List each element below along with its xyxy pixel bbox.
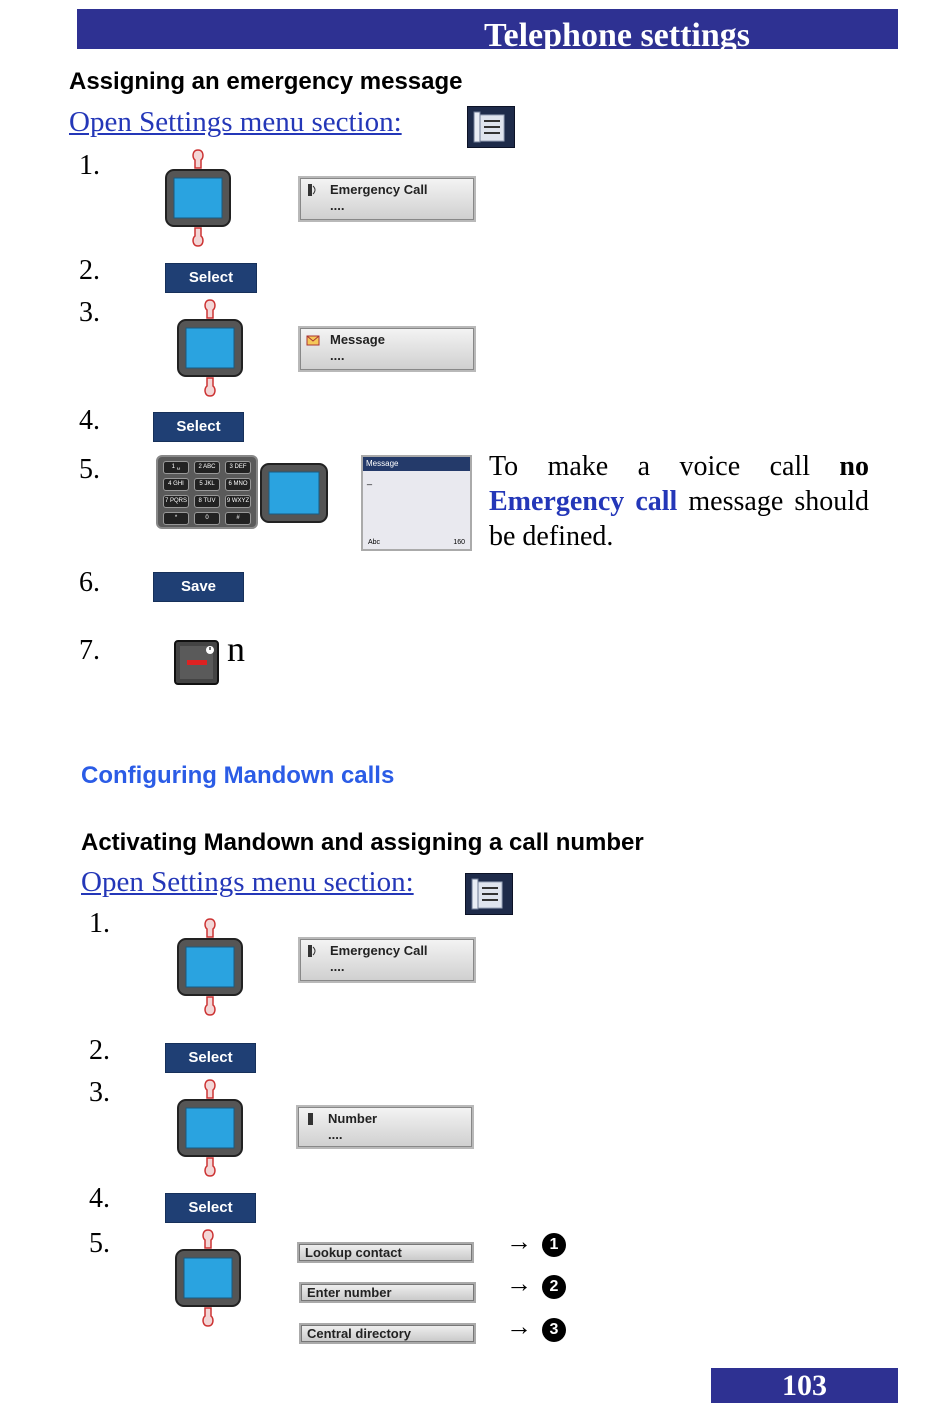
keypad-key[interactable]: 4 GHI <box>163 478 189 491</box>
select-button[interactable]: Select <box>165 1193 256 1223</box>
navigation-key-icon[interactable] <box>174 1228 242 1328</box>
message-edit-screen <box>361 455 472 551</box>
keypad-key[interactable]: 8 TUV <box>194 495 220 508</box>
select-button[interactable]: Select <box>165 1043 256 1073</box>
step-number: 1. <box>89 908 110 939</box>
page-number: 103 <box>711 1368 898 1403</box>
char-count: 160 <box>453 539 465 546</box>
ref-number-badge: 2 <box>542 1275 566 1299</box>
keypad-key[interactable]: 5 JKL <box>194 478 220 491</box>
navigation-key-icon[interactable] <box>260 463 328 523</box>
lcd-number <box>296 1105 474 1149</box>
ref-number-badge: 3 <box>542 1318 566 1342</box>
screen-title: Message <box>363 457 470 471</box>
arrow-icon: → <box>506 1312 532 1341</box>
keypad-key[interactable]: 1 ␣ <box>163 461 189 474</box>
step-number: 5. <box>79 454 100 485</box>
keypad-key[interactable]: # <box>225 512 251 525</box>
input-mode: Abc <box>368 539 381 546</box>
ref-number-badge: 1 <box>542 1233 566 1257</box>
navigation-key-icon[interactable] <box>176 917 244 1017</box>
keypad-key[interactable]: * <box>163 512 189 525</box>
end-call-key-icon[interactable] <box>174 640 219 685</box>
option-central-directory[interactable]: Central directory <box>299 1323 476 1344</box>
keypad-key[interactable]: 6 MNO <box>225 478 251 491</box>
note-text: message should be defined. <box>489 486 869 552</box>
option-enter-number[interactable]: Enter number <box>299 1282 476 1303</box>
keypad-key[interactable]: 3 DEF <box>225 461 251 474</box>
keypad-icon[interactable] <box>156 455 258 529</box>
step-number: 3. <box>79 297 100 328</box>
step7-suffix: n <box>227 629 245 669</box>
header-bar <box>77 9 898 54</box>
select-button[interactable]: Select <box>153 412 244 442</box>
settings-menu-icon <box>465 873 513 915</box>
lcd-title: Emergency Call <box>330 182 428 197</box>
step-number: 4. <box>89 1183 110 1214</box>
open-settings-link[interactable]: Open Settings menu section: <box>81 866 414 898</box>
arrow-icon: → <box>506 1227 532 1256</box>
note-emphasis: Emergency call <box>489 486 678 517</box>
lcd-title: Message <box>330 332 385 347</box>
note-text: To make a voice call <box>489 451 840 482</box>
step-number: 5. <box>89 1228 110 1259</box>
envelope-icon <box>306 333 320 347</box>
lcd-emergency-call <box>298 176 476 222</box>
lcd-subtitle: .... <box>330 198 345 213</box>
phone-icon <box>306 183 320 197</box>
phone-icon <box>304 1112 318 1126</box>
select-button[interactable]: Select <box>165 263 257 293</box>
keypad-key[interactable]: 7 PQRS <box>163 495 189 508</box>
keypad-key[interactable]: 0 <box>194 512 220 525</box>
step-number: 7. <box>79 635 100 666</box>
keypad-key[interactable]: 2 ABC <box>194 461 220 474</box>
navigation-key-icon[interactable] <box>176 1078 244 1178</box>
note-paragraph <box>489 449 869 554</box>
step-number: 6. <box>79 567 100 598</box>
section-heading: Activating Mandown and assigning a call number <box>81 829 644 856</box>
lcd-subtitle: .... <box>330 959 345 974</box>
step-number: 1. <box>79 150 100 181</box>
phone-icon <box>306 944 320 958</box>
step-number: 4. <box>79 405 100 436</box>
keypad-key[interactable]: 9 WXYZ <box>225 495 251 508</box>
save-button[interactable]: Save <box>153 572 244 602</box>
arrow-icon: → <box>506 1269 532 1298</box>
lcd-message <box>298 326 476 372</box>
lcd-emergency-call <box>298 937 476 983</box>
lcd-title: Number <box>328 1111 378 1126</box>
step-number: 3. <box>89 1077 110 1108</box>
lcd-title: Emergency Call <box>330 943 428 958</box>
step-number: 2. <box>79 255 100 286</box>
text-cursor: _ <box>367 475 373 485</box>
section-title: Configuring Mandown calls <box>81 762 395 789</box>
navigation-key-icon[interactable] <box>164 148 232 248</box>
lcd-subtitle: .... <box>330 348 345 363</box>
section-heading: Assigning an emergency message <box>69 68 463 95</box>
navigation-key-icon[interactable] <box>176 298 244 398</box>
settings-menu-icon <box>467 106 515 148</box>
open-settings-link[interactable]: Open Settings menu section: <box>69 106 402 138</box>
lcd-subtitle: .... <box>328 1127 343 1142</box>
step-number: 2. <box>89 1035 110 1066</box>
note-bold: no <box>839 451 869 482</box>
option-lookup-contact[interactable]: Lookup contact <box>297 1242 474 1263</box>
page-title: Telephone settings <box>483 17 750 54</box>
